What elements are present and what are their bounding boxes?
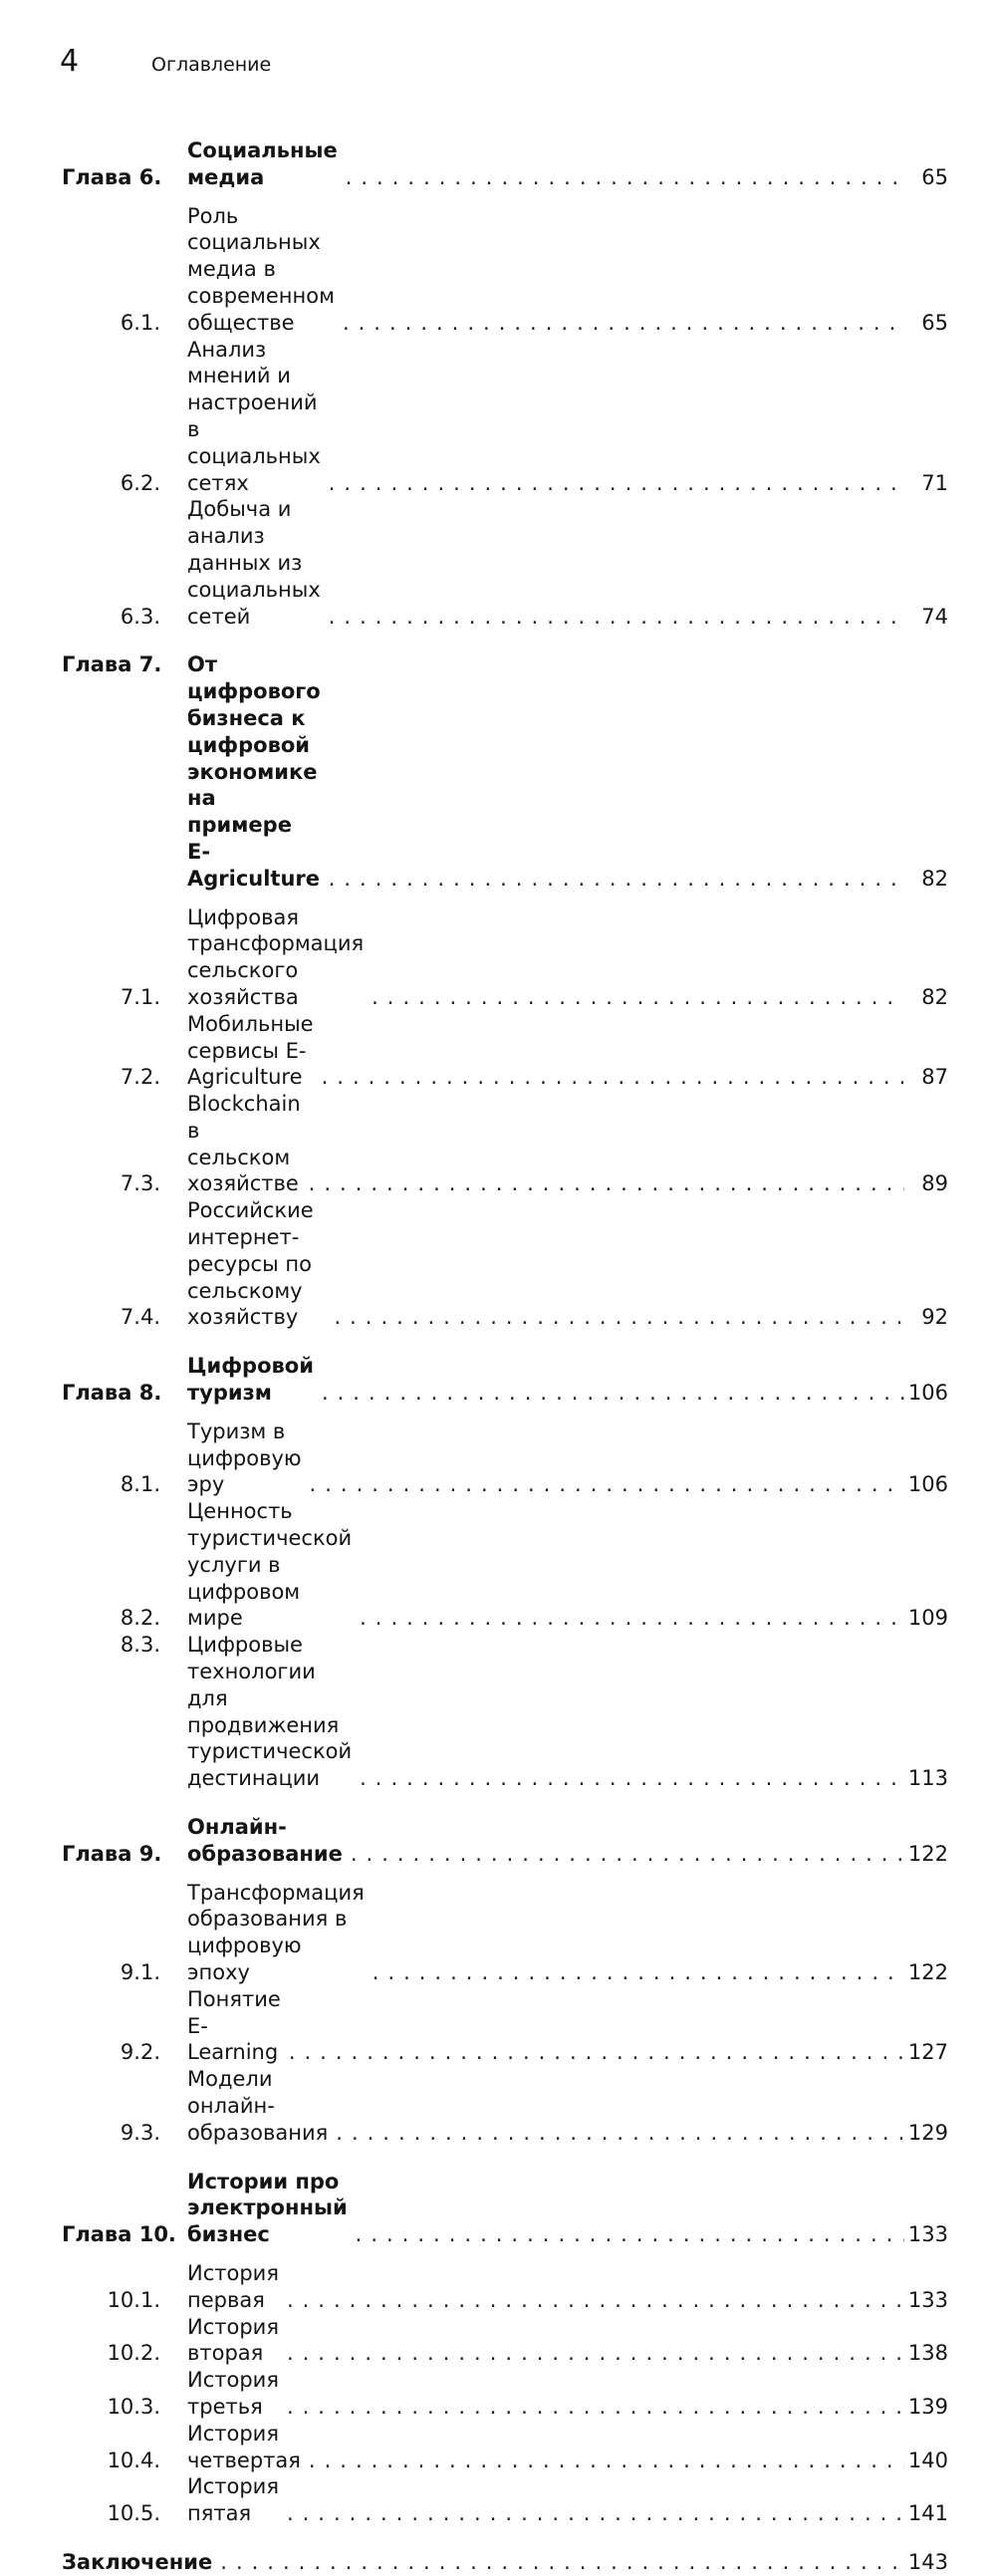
section-page: 74	[921, 604, 948, 629]
section-number: 9.3.	[120, 2120, 160, 2145]
dot-leader	[279, 2287, 904, 2314]
chapter-8	[62, 1353, 948, 1792]
chapter-title: Онлайн-образование	[187, 1815, 343, 1866]
section-number: 9.1.	[120, 1960, 160, 1984]
chapter-7	[62, 651, 948, 1331]
section-row[interactable]	[62, 1197, 948, 1331]
section-title: История третья	[187, 2368, 279, 2419]
section-page: 92	[921, 1305, 948, 1330]
section-row[interactable]	[62, 1632, 948, 1792]
dot-leader	[314, 1064, 904, 1091]
dot-leader	[365, 1959, 904, 1986]
dot-leader	[321, 866, 904, 893]
section-title: История четвертая	[187, 2421, 301, 2472]
section-title: Трансформация образования в цифровую эпоху	[187, 1880, 365, 1984]
page-number: 4	[60, 44, 80, 79]
section-title: Анализ мнений и настроений в социальных сетях	[187, 337, 321, 495]
section-number: 10.1.	[107, 2287, 160, 2312]
section-page: 82	[921, 984, 948, 1009]
section-number: 8.2.	[120, 1606, 160, 1631]
dot-leader	[321, 470, 904, 497]
section-row[interactable]	[62, 496, 948, 630]
dot-leader	[212, 2549, 904, 2576]
section-number: 10.5.	[107, 2501, 160, 2526]
section-page: 87	[921, 1065, 948, 1090]
dot-leader	[301, 1170, 904, 1197]
section-title: Туризм в цифровую эру	[187, 1418, 302, 1497]
dot-leader	[338, 164, 904, 191]
chapter-title: От цифрового бизнеса к цифровой экономике на примере E-Agriculture	[187, 652, 321, 891]
chapter-heading[interactable]	[62, 651, 948, 892]
section-row[interactable]	[62, 1880, 948, 1986]
chapter-heading[interactable]	[62, 1814, 948, 1868]
dot-leader	[352, 1605, 904, 1632]
section-title: История первая	[187, 2260, 279, 2312]
chapter-label: Глава 10.	[62, 2222, 176, 2247]
section-page: 113	[907, 1766, 948, 1791]
dot-leader	[352, 1765, 904, 1792]
running-title: Оглавление	[151, 54, 272, 76]
chapter-9	[62, 1814, 948, 2147]
section-title: Добыча и анализ данных из социальных сетей	[187, 497, 321, 629]
dot-leader	[335, 310, 904, 337]
section-page: 127	[907, 2040, 948, 2065]
dot-leader	[314, 1380, 904, 1407]
chapter-10	[62, 2169, 948, 2527]
section-number: 10.3.	[107, 2394, 160, 2419]
section-row[interactable]	[62, 1986, 948, 2066]
section-title: История вторая	[187, 2314, 279, 2366]
section-page: 140	[907, 2447, 948, 2472]
dot-leader	[281, 2039, 904, 2066]
section-row[interactable]	[62, 2066, 948, 2146]
section-number: 8.1.	[120, 1472, 160, 1497]
section-number: 7.3.	[120, 1171, 160, 1196]
section-number: 7.4.	[120, 1305, 160, 1330]
dot-leader	[302, 1471, 904, 1498]
chapter-page: 82	[921, 866, 948, 891]
section-row[interactable]	[62, 203, 948, 337]
section-page: 139	[907, 2394, 948, 2419]
dot-leader	[328, 2120, 904, 2147]
section-row[interactable]	[62, 337, 948, 497]
section-title: Понятие E-Learning	[187, 1986, 281, 2065]
section-page: 71	[921, 470, 948, 495]
conclusion-title: Заключение	[62, 2549, 213, 2574]
section-number: 8.3.	[120, 1633, 160, 1658]
section-page: 138	[907, 2341, 948, 2366]
chapter-6	[62, 137, 948, 630]
section-title: Ценность туристической услуги в цифровом мире	[187, 1499, 353, 1631]
section-title: Цифровые технологии для продвижения туристической дестинации	[187, 1633, 353, 1791]
section-page: 122	[907, 1960, 948, 1984]
dot-leader	[279, 2340, 904, 2367]
section-number: 7.2.	[120, 1065, 160, 1090]
chapter-title: Цифровой туризм	[187, 1354, 314, 1406]
section-title: Blockchain в сельском хозяйстве	[187, 1092, 301, 1196]
chapter-page: 122	[907, 1841, 948, 1866]
section-row[interactable]	[62, 2473, 948, 2527]
dot-leader	[348, 2221, 904, 2248]
section-title: Мобильные сервисы E-Agriculture	[187, 1011, 314, 1090]
section-page: 109	[907, 1606, 948, 1631]
chapter-heading[interactable]	[62, 137, 948, 191]
section-number: 7.1.	[120, 984, 160, 1009]
section-row[interactable]	[62, 1011, 948, 1091]
chapter-page: 106	[907, 1381, 948, 1406]
dot-leader	[279, 2394, 904, 2421]
chapter-label: Глава 8.	[62, 1381, 162, 1406]
chapter-label: Глава 6.	[62, 164, 162, 189]
dot-leader	[321, 604, 904, 631]
section-page: 129	[907, 2120, 948, 2145]
page-header	[60, 44, 271, 83]
section-row[interactable]	[62, 1091, 948, 1197]
dot-leader	[326, 1304, 904, 1331]
chapter-label: Глава 9.	[62, 1841, 162, 1866]
section-row[interactable]	[62, 2260, 948, 2314]
section-title: Роль социальных медиа в современном обществе	[187, 203, 335, 335]
dot-leader	[301, 2447, 904, 2474]
section-title: История пятая	[187, 2474, 279, 2526]
section-number: 6.2.	[120, 470, 160, 495]
section-page: 106	[907, 1472, 948, 1497]
section-row[interactable]	[62, 1418, 948, 1498]
section-row[interactable]	[62, 2421, 948, 2474]
chapter-page: 133	[907, 2222, 948, 2247]
table-of-contents	[62, 137, 948, 2576]
chapter-heading[interactable]	[62, 1353, 948, 1407]
section-number: 10.2.	[107, 2341, 160, 2366]
conclusion-page: 143	[907, 2549, 948, 2574]
section-number: 9.2.	[120, 2040, 160, 2065]
section-title: Модели онлайн-образования	[187, 2067, 329, 2145]
section-page: 133	[907, 2287, 948, 2312]
chapter-title: Социальные медиа	[187, 138, 338, 189]
section-number: 10.4.	[107, 2447, 160, 2472]
dot-leader	[364, 984, 904, 1011]
section-title: Российские интернет-ресурсы по сельскому хозяйству	[187, 1198, 314, 1330]
chapter-label: Глава 7.	[62, 652, 162, 677]
chapter-heading[interactable]	[62, 2169, 948, 2248]
dot-leader	[343, 1841, 904, 1868]
chapter-title: Истории про электронный бизнес	[187, 2169, 348, 2247]
section-row[interactable]	[62, 1498, 948, 1632]
conclusion-row[interactable]	[62, 2549, 948, 2576]
section-number: 6.1.	[120, 310, 160, 335]
section-page: 65	[921, 310, 948, 335]
section-page: 89	[921, 1171, 948, 1196]
section-row[interactable]	[62, 904, 948, 1011]
dot-leader	[279, 2500, 904, 2527]
section-row[interactable]	[62, 2314, 948, 2368]
section-number: 6.3.	[120, 604, 160, 629]
chapter-page: 65	[921, 164, 948, 189]
section-row[interactable]	[62, 2367, 948, 2421]
section-page: 141	[907, 2501, 948, 2526]
section-title: Цифровая трансформация сельского хозяйства	[187, 904, 365, 1009]
